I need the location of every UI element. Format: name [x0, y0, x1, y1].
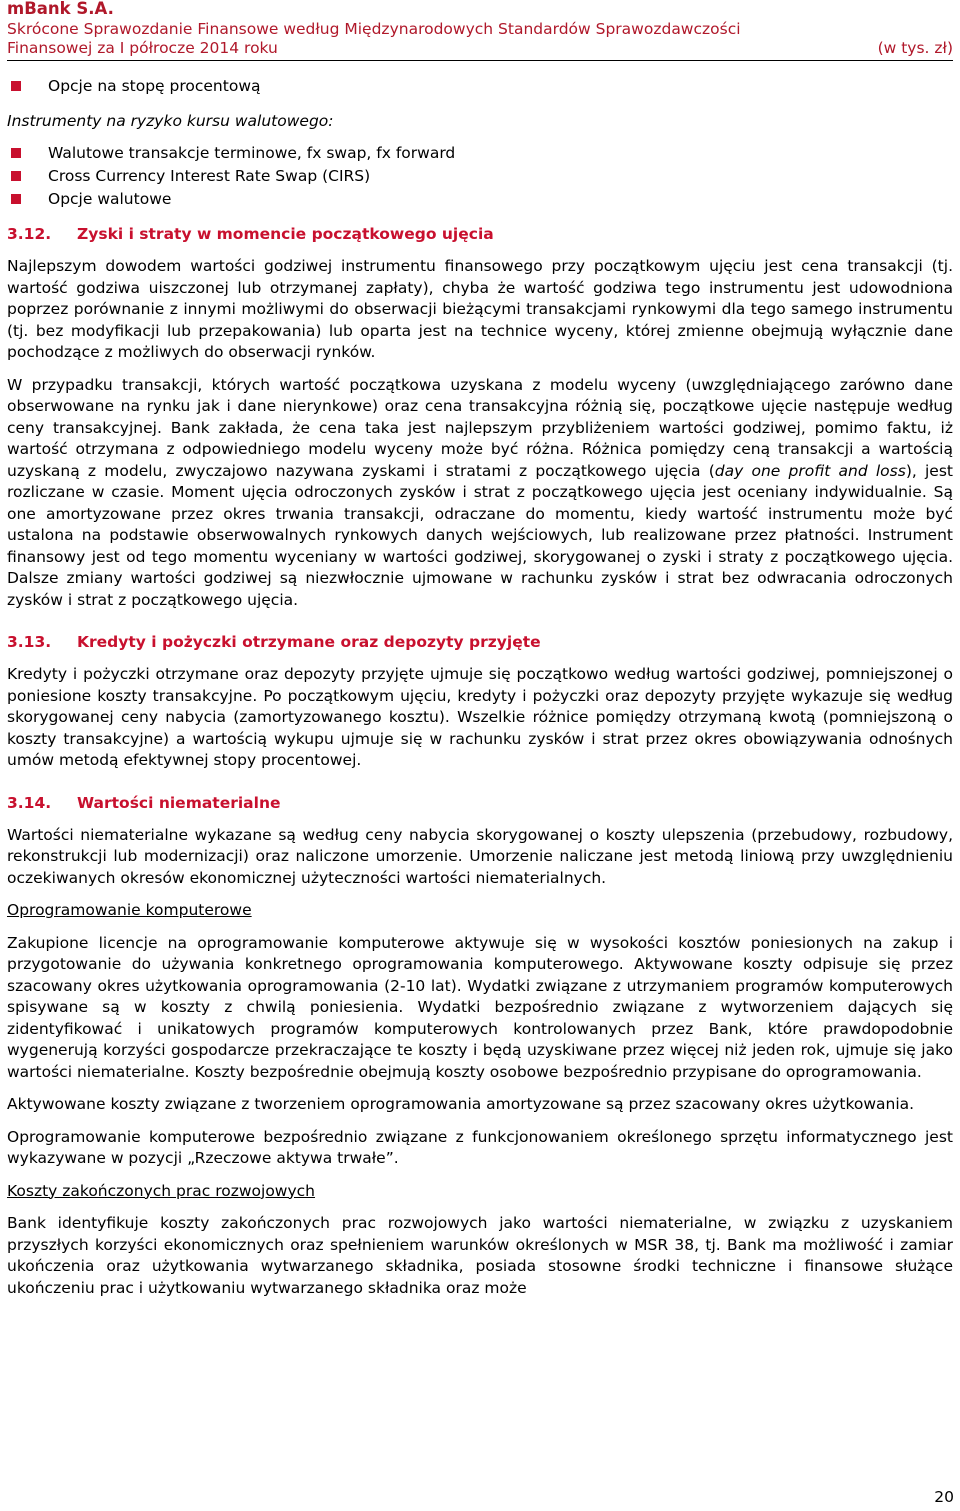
paragraph: Oprogramowanie komputerowe bezpośrednio związane z funkcjonowaniem określonego sprzętu informatycznego jest wykazywane w pozycji „Rzeczowe aktywa trwałe”.: [7, 1127, 953, 1167]
paragraph: Aktywowane koszty związane z tworzeniem oprogramowania amortyzowane są przez szacowany okres użytkowania.: [7, 1095, 915, 1113]
list-item: Opcje walutowe: [7, 188, 953, 211]
subheading-software: Oprogramowanie komputerowe: [7, 901, 252, 919]
page-header: [7, 0, 953, 64]
section-title: Wartości niematerialne: [77, 793, 281, 812]
square-bullet-icon: [11, 171, 21, 181]
company-name: mBank S.A.: [7, 0, 114, 18]
paragraph: W przypadku transakcji, których wartość początkowa uzyskana z modelu wyceny (uwzględniającego zarówno dane obserwowane na rynku jak i dane nierynkowe) oraz cena transakcyjna różnią się, początkowe ujęcie następuje według ceny transakcyjnej. Bank zakłada, że cena taka jest najlepszym przybliżeniem wartości godziwej, pomimo faktu, iż wartość otrzymana z odpowiedniego modelu wyceny może być różna. Różnica pomiędzy ceną transakcji a wartością uzyskaną z modelu, zwyczajowo nazywana zyskami i stratami z początkowego ujęcia (day one profit and loss), jest rozliczane w czasie. Moment ujęcia odroczonych zysków i strat z początkowego ujęcia jest oceniany indywidualnie. Są one amortyzowane przez okres trwania transakcji, odraczane do momentu, kiedy wartość instrumentu może być ustalona na podstawie obserwowalnych rynkowych danych wejściowych, lub realizowane przez płatności. Instrument finansowy jest od tego momentu wyceniany w wartości godziwej, skorygowanej o zyski i straty z początkowego ujęcia. Dalsze zmiany wartości godziwej są niezwłocznie ujmowane w rachunku zysków i strat bez odwracania odroczonych zysków i strat z początkowego ujęcia.: [7, 375, 953, 609]
paragraph: Kredyty i pożyczki otrzymane oraz depozyty przyjęte ujmuje się początkowo według wartości godziwej, pomniejszonej o poniesione koszty transakcyjne. Po początkowym ujęciu, kredyty i pożyczki oraz depozyty przyjęte wykazuje się według skorygowanej ceny nabycia (zamortyzowanego kosztu). Wszelkie różnice pomiędzy otrzymaną kwotą (pomniejszoną o koszty transakcyjne) a wartością wykupu ujmuje się w rachunku zysków i strat przez okres obowiązywania odnośnych umów metodą efektywnej stopy procentowej.: [7, 665, 953, 769]
document-page: [7, 0, 953, 1299]
paragraph: Wartości niematerialne wykazane są według ceny nabycia skorygowanej o koszty ulepszenia (przebudowy, rozbudowy, rekonstrukcji lub modernizacji) oraz naliczone umorzenie. Umorzenie naliczane jest metodą liniową przy uwzględnieniu oczekiwanych okresów ekonomicznej użyteczności wartości niematerialnych.: [7, 825, 953, 887]
section-number: 3.14.: [7, 793, 52, 812]
paragraph: Bank identyfikuje koszty zakończonych prac rozwojowych jako wartości niematerialne, w związku z uzyskaniem przyszłych korzyści ekonomicznych oraz spełnieniem warunków określonych w MSR 38, tj. Bank ma możliwość i zamiar ukończenia oraz użytkowania wytwarzanego składnika, posiada stosowne środki techniczne i finansowe służące ukończeniu prac i użytkowaniu wytwarzanego składnika oraz może: [7, 1214, 953, 1297]
report-title-line2: Finansowej za I półrocze 2014 roku: [7, 39, 278, 57]
square-bullet-icon: [11, 148, 21, 158]
section-number: 3.13.: [7, 633, 52, 651]
header-rule: [7, 60, 953, 61]
currency-unit: (w tys. zł): [877, 39, 953, 57]
square-bullet-icon: [11, 194, 21, 204]
list-item: Cross Currency Interest Rate Swap (CIRS): [7, 165, 953, 188]
emphasis-text: day one profit and loss: [714, 461, 906, 480]
page-number: 20: [934, 1488, 954, 1506]
list-item: Opcje na stopę procentową: [7, 75, 953, 98]
section-number: 3.12.: [7, 225, 52, 243]
section-title: Zyski i straty w momencie początkowego ujęcia: [77, 225, 494, 243]
paragraph: Najlepszym dowodem wartości godziwej instrumentu finansowego przy początkowym ujęciu jest cena transakcji (tj. wartość godziwa uiszczonej lub otrzymanej zapłaty), chyba że wartość godziwa tego instrumentu jest udowodniona poprzez porównanie z innymi możliwymi do obserwacji bieżącymi transakcjami rynkowymi dla tego samego instrumentu (tj. bez modyfikacji lub przepakowania) lub oparta jest na technice wyceny, której zmienne obejmują wyłącznie dane pochodzące z możliwych do obserwacji rynków.: [7, 257, 953, 361]
fx-instruments-list: [7, 142, 953, 211]
list-item: Walutowe transakcje terminowe, fx swap, fx forward: [7, 142, 953, 165]
report-title-line1: Skrócone Sprawozdanie Finansowe według Międzynarodowych Standardów Sprawozdawczości: [7, 20, 741, 38]
subheading-development-costs: Koszty zakończonych prac rozwojowych: [7, 1181, 315, 1200]
section-heading-3-13: [7, 631, 953, 653]
section-heading-3-12: [7, 223, 953, 245]
square-bullet-icon: [11, 81, 21, 91]
section-heading-3-14: [7, 792, 953, 814]
section-title: Kredyty i pożyczki otrzymane oraz depozyty przyjęte: [77, 633, 541, 651]
interest-rate-options-list: [7, 75, 953, 98]
fx-instruments-heading: Instrumenty na ryzyko kursu walutowego:: [7, 112, 334, 130]
paragraph: Zakupione licencje na oprogramowanie komputerowe aktywuje się w wysokości kosztów poniesionych na zakup i przygotowanie do używania konkretnego oprogramowania komputerowego. Aktywowane koszty odpisuje się przez szacowany okres użytkowania oprogramowania (2-10 lat). Wydatki związane z utrzymaniem programów komputerowych spisywane są w koszty z chwilą poniesienia. Wydatki bezpośrednio związane z wytworzeniem dających się zidentyfikować i unikatowych programów komputerowych kontrolowanych przez Bank, które prawdopodobnie wygenerują korzyści gospodarcze przekraczające te koszty i będą uzyskiwane przez więcej niż jeden rok, ujmuje się jako wartości niematerialne. Koszty bezpośrednie obejmują koszty osobowe bezpośrednio przypisane do oprogramowania.: [7, 933, 953, 1081]
